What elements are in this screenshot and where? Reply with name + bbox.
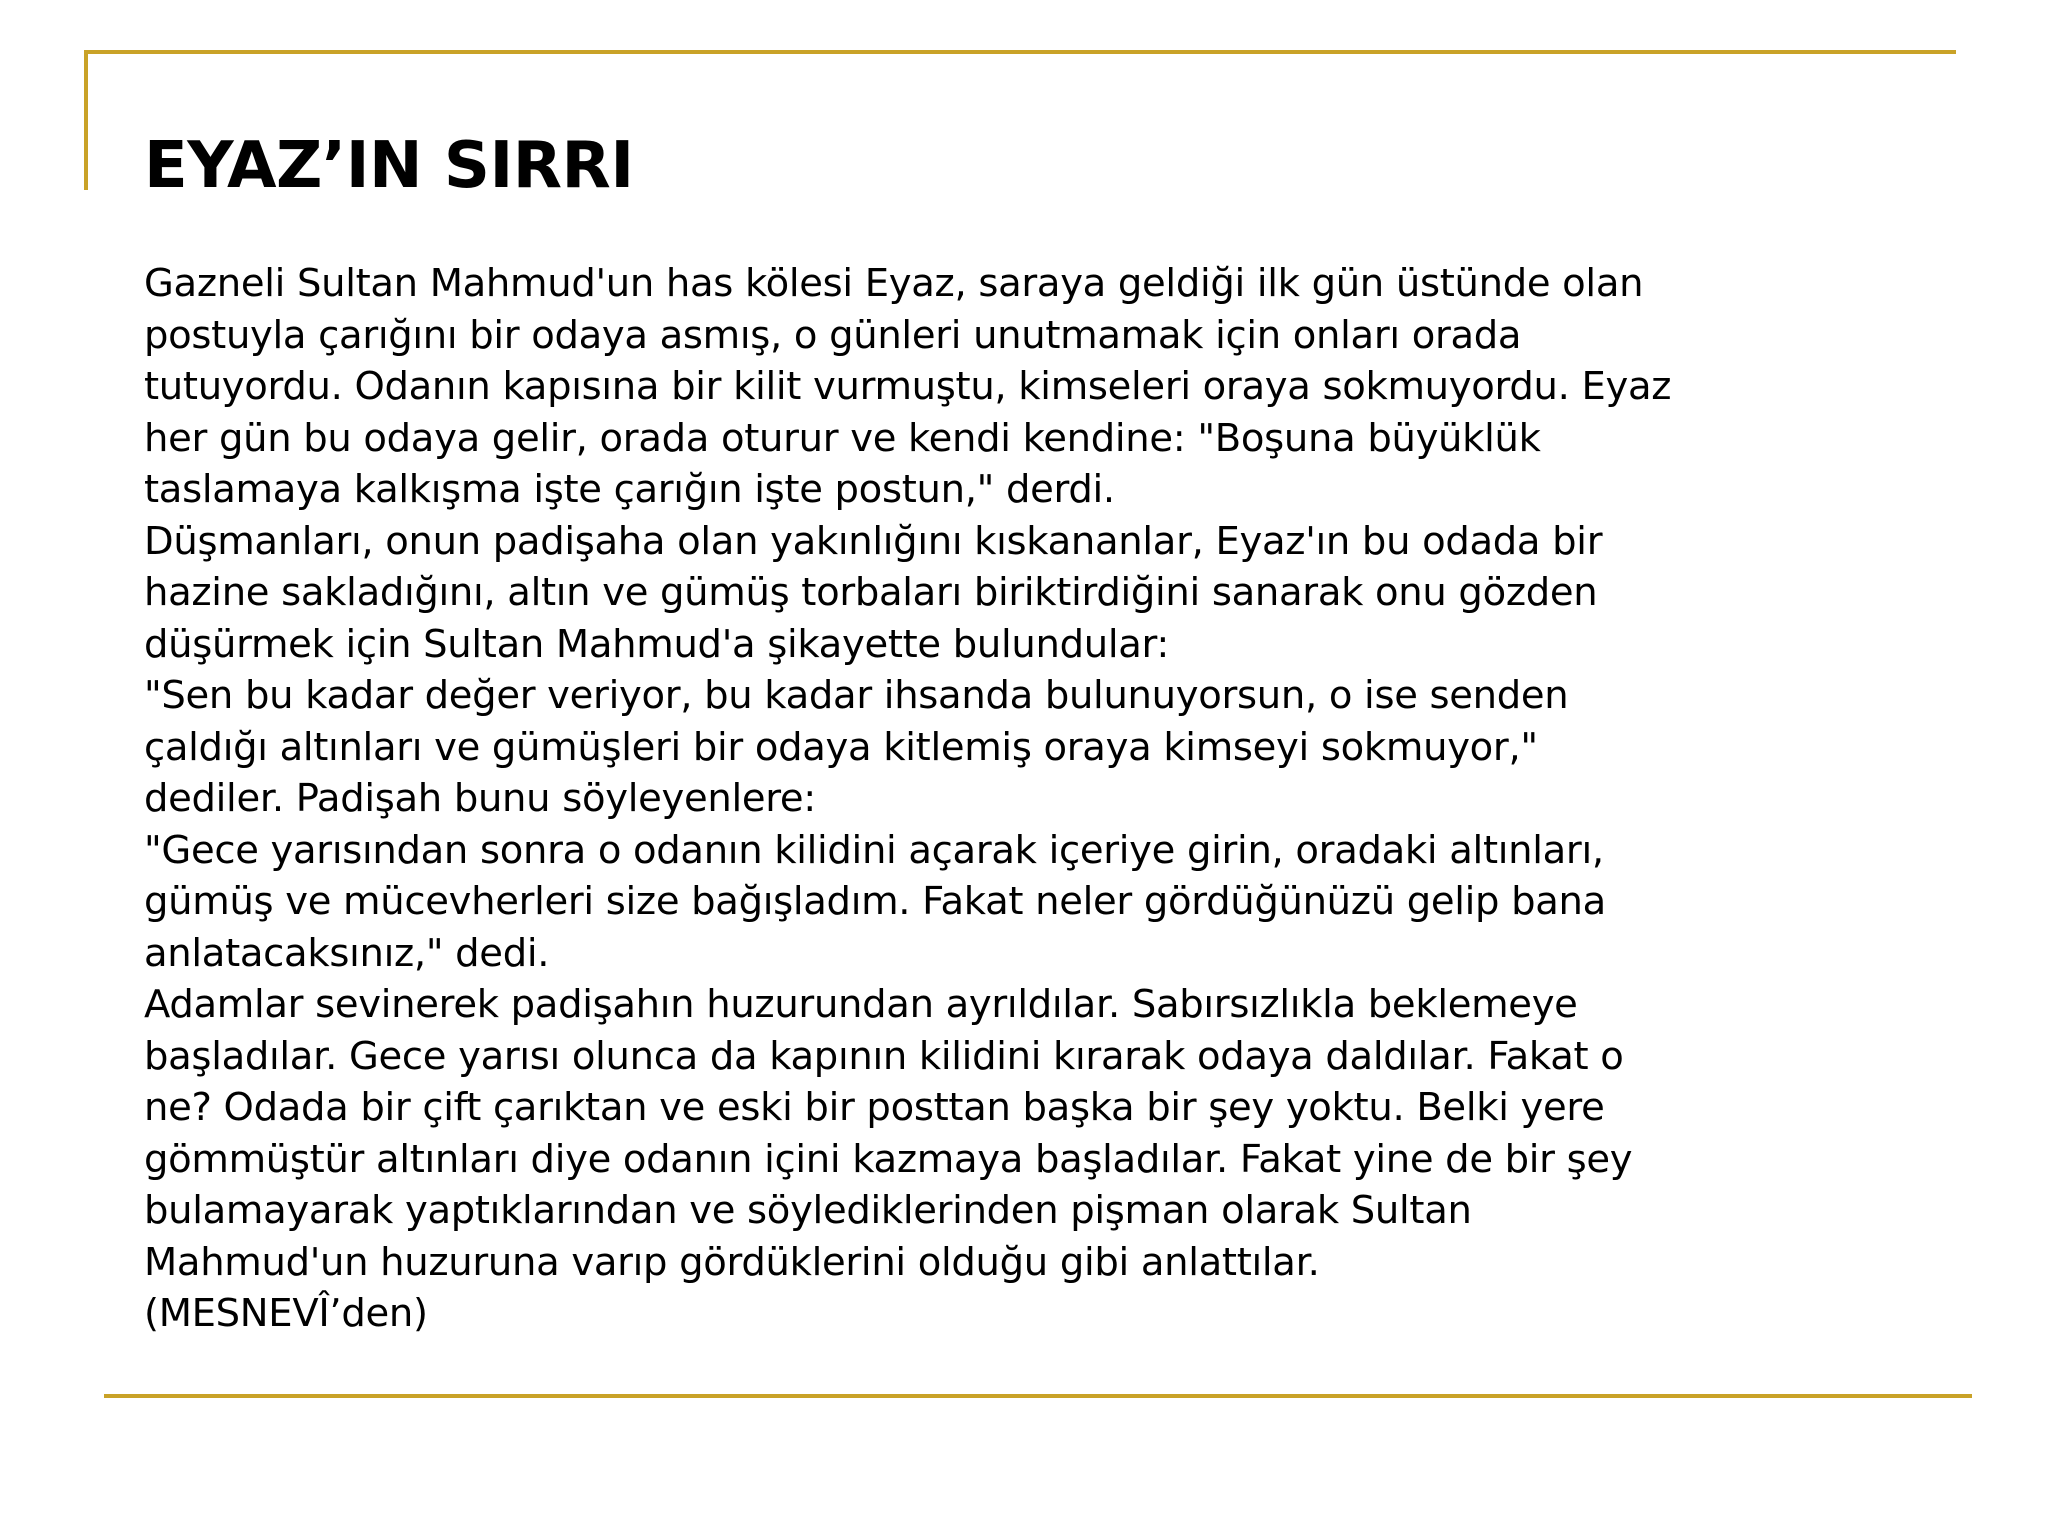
text-line: başladılar. Gece yarısı olunca da kapının kilidini kırarak odaya daldılar. Fakat o (144, 1033, 1624, 1079)
story-text (144, 258, 1964, 1340)
text-line: gümüş ve mücevherleri size bağışladım. Fakat neler gördüğünüzü gelip bana (144, 879, 1606, 924)
text-line: Adamlar sevinerek padişahın huzurundan ayrıldılar. Sabırsızlıkla beklemeye (144, 982, 1578, 1027)
source-citation: (MESNEVÎ’den) (144, 1291, 428, 1336)
text-line: Gazneli Sultan Mahmud'un has kölesi Eyaz, saraya geldiği ilk gün üstünde olan (144, 261, 1644, 306)
slide-title: EYAZ’IN SIRRI (144, 129, 634, 203)
text-line: postuyla çarığını bir odaya asmış, o günleri unutmamak için onları orada (144, 312, 1522, 358)
left-border-line (84, 50, 88, 190)
text-line: Mahmud'un huzuruna varıp gördüklerini olduğu gibi anlattılar. (144, 1239, 1320, 1285)
text-line: gömmüştür altınları diye odanın içini kazmaya başladılar. Fakat yine de bir şey (144, 1136, 1633, 1182)
text-line: çaldığı altınları ve gümüşleri bir odaya kitlemiş oraya kimseyi sokmuyor," (144, 724, 1538, 770)
text-line: taslamaya kalkışma işte çarığın işte postun," derdi. (144, 467, 1115, 512)
text-line: Düşmanları, onun padişaha olan yakınlığını kıskananlar, Eyaz'ın bu odada bir (144, 518, 1603, 564)
text-line: anlatacaksınız," dedi. (144, 930, 550, 976)
text-line: "Gece yarısından sonra o odanın kilidini açarak içeriye girin, oradaki altınları, (144, 827, 1604, 873)
text-line: "Sen bu kadar değer veriyor, bu kadar ihsanda bulunuyorsun, o ise senden (144, 673, 1569, 718)
top-border-line (84, 50, 1956, 54)
text-line: dediler. Padişah bunu söyleyenlere: (144, 776, 816, 821)
text-line: bulamayarak yaptıklarından ve söylediklerinden pişman olarak Sultan (144, 1188, 1472, 1233)
text-line: hazine sakladığını, altın ve gümüş torbaları biriktirdiğini sanarak onu gözden (144, 570, 1598, 615)
text-line: tutuyordu. Odanın kapısına bir kilit vurmuştu, kimseleri oraya sokmuyordu. Eyaz (144, 364, 1672, 409)
text-line: her gün bu odaya gelir, orada oturur ve kendi kendine: "Boşuna büyüklük (144, 415, 1541, 461)
text-line: ne? Odada bir çift çarıktan ve eski bir posttan başka bir şey yoktu. Belki yere (144, 1085, 1605, 1130)
bottom-border-line (104, 1394, 1972, 1398)
text-line: düşürmek için Sultan Mahmud'a şikayette bulundular: (144, 621, 1170, 667)
